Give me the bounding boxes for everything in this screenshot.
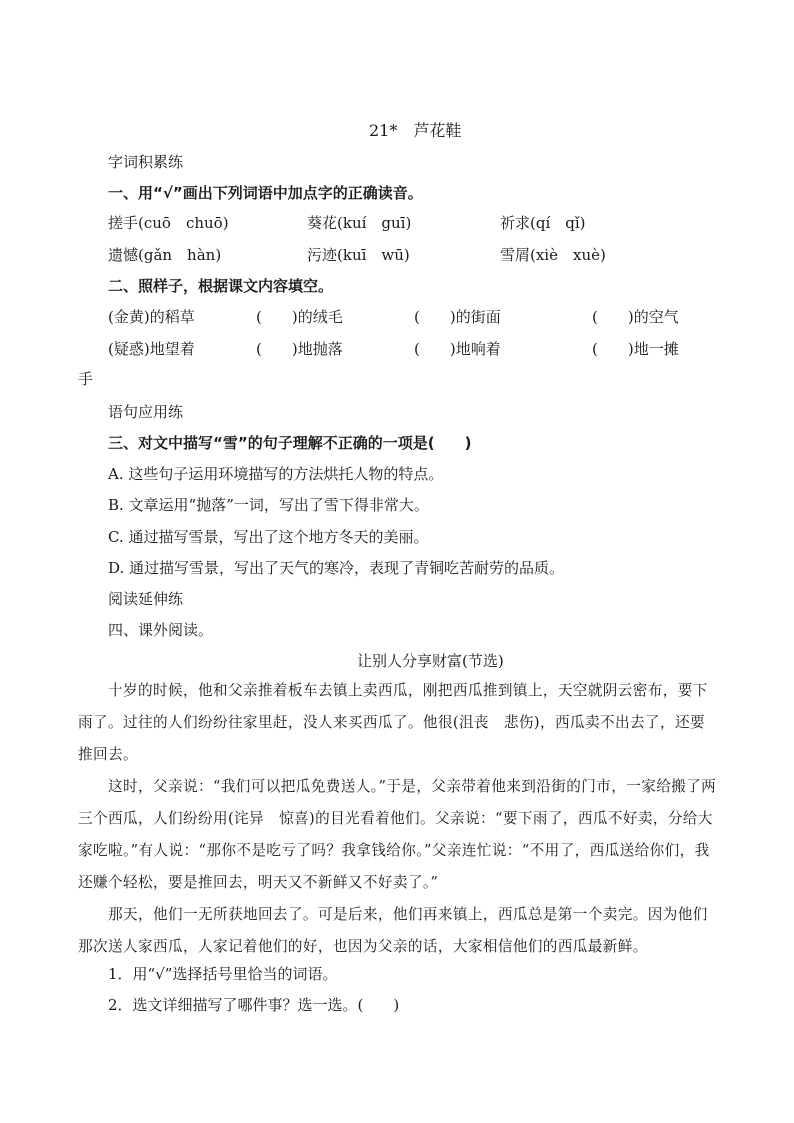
pinyin-item: 搓手(cuō chuō) xyxy=(108,214,229,232)
fill-blank-item: (疑惑)地望着 xyxy=(108,340,195,358)
question-4-stem: 四、课外阅读。 xyxy=(108,621,214,639)
passage-paragraph: 那天，他们一无所获地回去了。可是后来，他们再来镇上，西瓜总是第一个卖完。因为他们那次送人家西瓜，人家记着他们的好，也因为父亲的话，大家相信他们的西瓜最新鲜。 xyxy=(78,906,708,955)
pinyin-item: 葵花(kuí guī) xyxy=(307,214,412,232)
question-3-stem: 三、对文中描写“雪”的句子理解不正确的一项是( ) xyxy=(108,434,472,452)
pinyin-item: 污迹(kuī wū) xyxy=(307,246,410,264)
fill-blank-item: ( )的绒毛 xyxy=(256,308,343,326)
fill-blank-item: ( )地一摊 xyxy=(592,340,679,358)
choice-option-a: A. 这些句子运用环境描写的方法烘托人物的特点。 xyxy=(108,465,444,483)
sub-question-2: 2．选文详细描写了哪件事？选一选。( ) xyxy=(108,996,400,1014)
lesson-title: 21* 芦花鞋 xyxy=(369,121,462,140)
pinyin-item: 雪屑(xiè xuè) xyxy=(500,246,606,264)
passage-paragraph: 这时，父亲说：“我们可以把瓜免费送人。”于是，父亲带着他来到沿街的门市，一家给搬了两三个西瓜，人们纷纷用(诧异 惊喜)的目光看着他们。父亲说：“要下雨了，西瓜不好卖，分给大家吃啦。”有人说：“那你不是吃亏了吗？我拿钱给你。”父亲连忙说：“不用了，西瓜送给你们，我还赚个轻松，要是推回去，明天又不新鲜又不好卖了。” xyxy=(78,778,717,891)
question-2-stem: 二、照样子，根据课文内容填空。 xyxy=(108,277,334,295)
choice-option-c: C. 通过描写雪景，写出了这个地方冬天的美丽。 xyxy=(108,528,429,546)
choice-option-d: D. 通过描写雪景，写出了天气的寒冷，表现了青铜吃苦耐劳的品质。 xyxy=(108,559,565,577)
fill-blank-item: ( )地响着 xyxy=(414,340,501,358)
sub-question-1: 1．用“√”选择括号里恰当的词语。 xyxy=(108,965,338,983)
passage-paragraph: 十岁的时候，他和父亲推着板车去镇上卖西瓜，刚把西瓜推到镇上，天空就阴云密布，要下雨了。过往的人们纷纷往家里赶，没人来买西瓜了。他很(沮丧 悲伤)，西瓜卖不出去了，还要推回去。 xyxy=(78,682,708,763)
question-1-stem: 一、用“√”画出下列词语中加点字的正确读音。 xyxy=(108,184,423,202)
choice-option-b: B. 文章运用“抛落”一词，写出了雪下得非常大。 xyxy=(108,496,429,514)
section-heading-vocabulary: 字词积累练 xyxy=(108,153,184,171)
fill-blank-item: ( )的街面 xyxy=(414,308,501,326)
section-heading-sentences: 语句应用练 xyxy=(108,403,184,421)
fill-blank-item: ( )的空气 xyxy=(592,308,679,326)
fill-blank-item: (金黄)的稻草 xyxy=(108,308,195,326)
passage-title: 让别人分享财富(节选) xyxy=(357,652,504,670)
fill-blank-item: ( )地抛落 xyxy=(256,340,343,358)
pinyin-item: 祈求(qí qǐ) xyxy=(500,214,586,232)
fill-blank-wrap: 手 xyxy=(78,370,94,388)
pinyin-item: 遗憾(gǎn hàn) xyxy=(108,246,222,264)
section-heading-reading: 阅读延伸练 xyxy=(108,590,184,608)
